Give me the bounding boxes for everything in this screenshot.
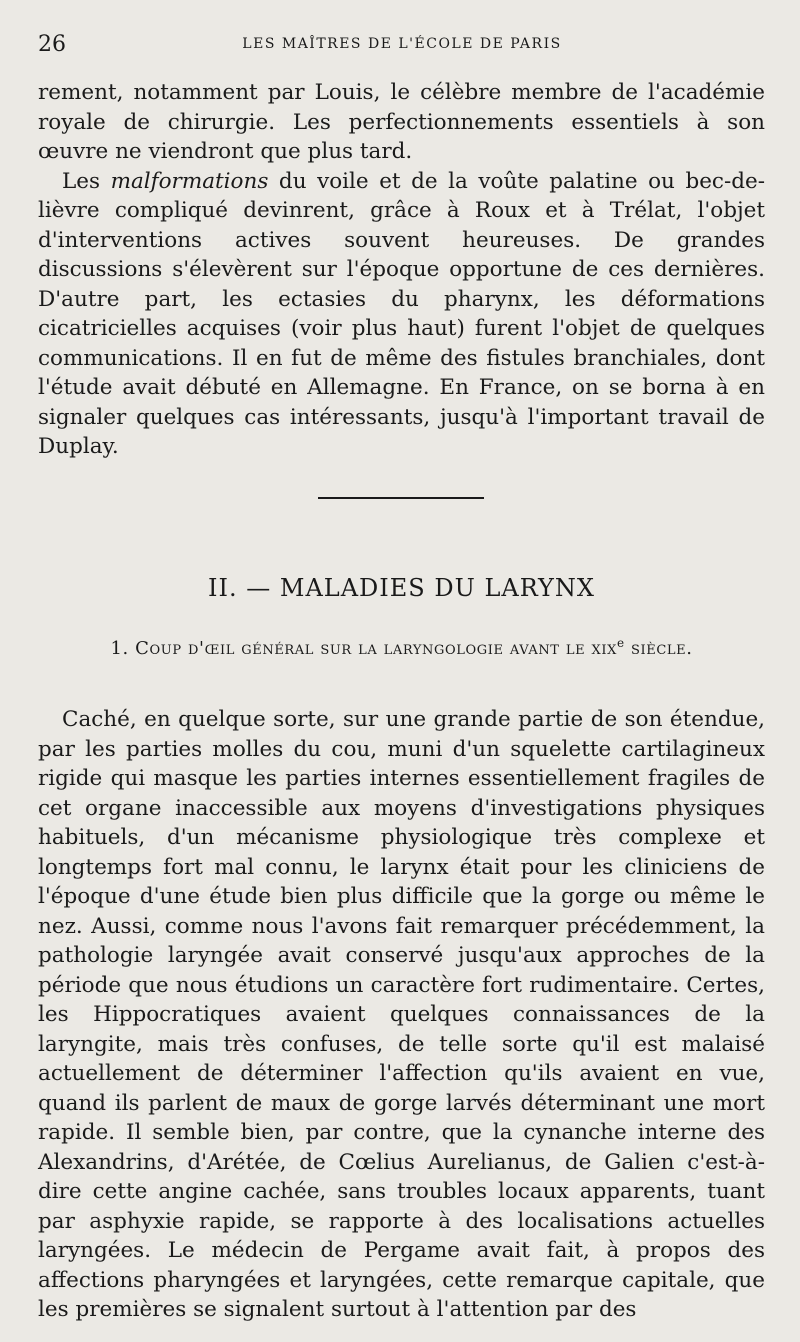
text-block-top: [38, 78, 765, 462]
emphasis-word: malformations: [110, 168, 269, 194]
subsection-text: 1. Coup d'œil général sur la laryngologie avant le xix$^e$ siècle.: [110, 636, 693, 659]
text-block-larynx: [38, 705, 765, 1325]
paragraph-larynx: Caché, en quelque sorte, sur une grande partie de son étendue, par les parties molles du cou, muni d'un squelette cartilagineux rigide qui masque les parties internes essentiellement fragiles de cet organe inaccessible aux moyens d'investigations physiques habituels, d'un mécanisme physiologique très complexe et longtemps fort mal connu, le larynx était pour les cliniciens de l'époque d'une étude bien plus difficile que la gorge ou même le nez. Aussi, comme nous l'avons fait remarquer précédemment, la pathologie laryngée avait conservé jusqu'aux approches de la période que nous étudions un caractère fort rudimentaire. Certes, les Hippocratiques avaient quelques connaissances de la laryngite, mais très confuses, de telle sorte qu'il est malaisé actuellement de déterminer l'affection qu'ils avaient en vue, quand ils parlent de maux de gorge larvés déterminant une mort rapide. Il semble bien, par contre, que la cynanche interne des Alexandrins, d'Arétée, de Cœlius Aurelianus, de Galien c'est-à-dire cette angine cachée, sans troubles locaux apparents, tuant par asphyxie rapide, se rapporte à des localisations actuelles laryngées. Le médecin de Pergame avait fait, à propos des affections pharyngées et laryngées, cette remarque capitale, que les premières se signalent surtout à l'attention par des: [38, 707, 765, 1322]
section-title: II. — MALADIES DU LARYNX: [208, 574, 595, 602]
subsection-title: [38, 636, 765, 659]
paragraph-rest: du voile et de la voûte palatine ou bec-de-lièvre compliqué devinrent, grâce à Roux et à Trélat, l'objet d'interventions actives souvent heureuses. De grandes discussions s'élevèrent sur l'époque opportune de ces dernières. D'autre part, les ectasies du pharynx, les déformations cicatricielles acquises (voir plus haut) furent l'objet de quelques communications. Il en fut de même des fistules branchiales, dont l'étude avait débuté en Allemagne. En France, on se borna à en signaler quelques cas intéressants, jusqu'à l'important travail de Duplay.: [38, 168, 765, 459]
page-number: 26: [38, 32, 66, 57]
paragraph-lead: Les: [62, 168, 111, 194]
paragraph-malformations: [38, 167, 765, 462]
running-title: LES MAÎTRES DE L'ÉCOLE DE PARIS: [242, 36, 562, 52]
paragraph-continuation: rement, notamment par Louis, le célèbre membre de l'académie royale de chirurgie. Les perfectionnements essentiels à son œuvre ne viendront que plus tard.: [38, 80, 765, 164]
section-divider: [318, 497, 484, 499]
page-header: [38, 32, 766, 60]
